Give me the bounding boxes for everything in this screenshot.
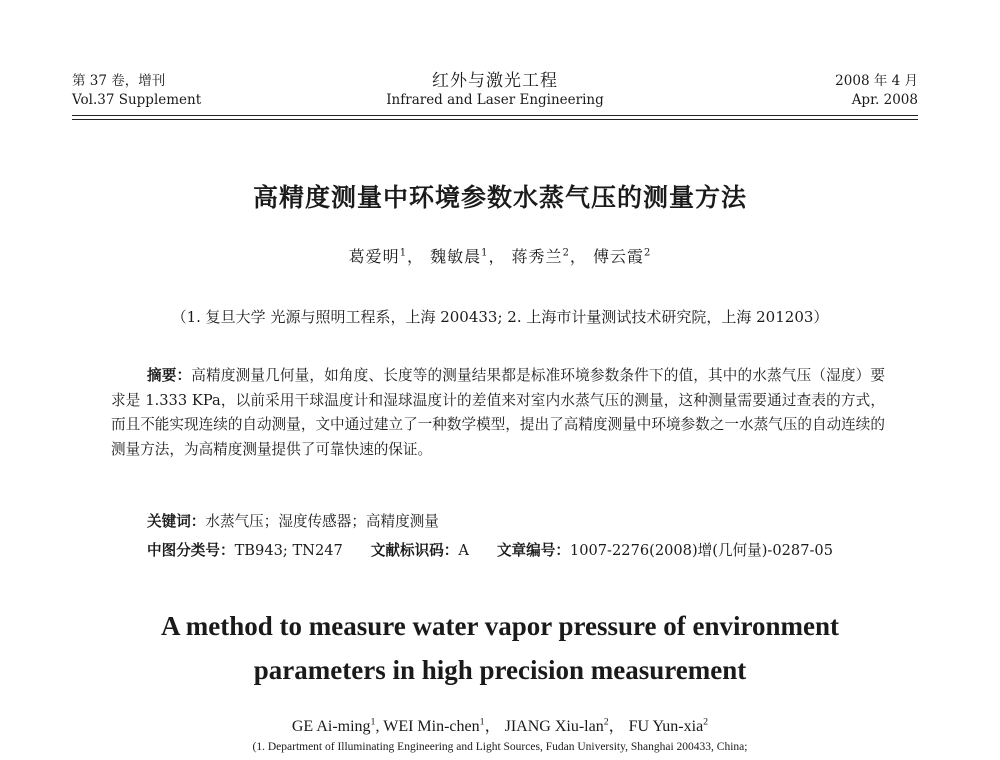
journal-name-en: Infrared and Laser Engineering (386, 92, 604, 108)
author-cn: 葛爱明$^1$， (348, 247, 425, 266)
volume-en: Vol.37 Supplement (72, 92, 202, 108)
title-cn: 高精度测量中环境参数水蒸气压的测量方法 (252, 183, 747, 212)
author-en: GE Ai-ming$^1$, (291, 716, 384, 735)
abstract-label: 摘要： (147, 367, 192, 384)
title-en-line1: A method to measure water vapor pressure of environment (161, 611, 839, 641)
author-en: JIANG Xiu-lan$^2$， (504, 716, 625, 735)
title-en-line2: parameters in high precision measurement (253, 655, 747, 685)
journal-header (72, 72, 918, 120)
clc-label: 中图分类号： (147, 542, 235, 559)
affiliation-en: (1. Department of Illuminating Engineering and Light Sources, Fudan University, Shanghai 200433, China; (252, 741, 748, 753)
author-en: FU Yun-xia$^2$ (628, 716, 709, 735)
journal-name (72, 72, 918, 110)
header-rule-thick (72, 115, 918, 116)
author-cn: 傅云霞$^2$ (592, 247, 652, 266)
issue-date-en: Apr. 2008 (851, 92, 918, 108)
issue-date (835, 72, 918, 110)
header-rule-thin (72, 119, 918, 120)
doc-code-value: A (458, 542, 469, 559)
volume-cn: 第 37 卷，增刊 (72, 73, 166, 89)
author-cn: 蒋秀兰$^2$， (511, 247, 587, 266)
authors-en (0, 713, 1000, 736)
abstract-text: 高精度测量几何量，如角度、长度等的测量结果都是标准环境参数条件下的值，其中的水蒸气压（湿度）要求是 1.333 KPa，以前采用干球温度计和湿球温度计的差值来对室内水蒸气压的测量，这种测量需要通过查表的方式，而且不能实现连续的自动测量，文中通过建立了一种数学模型，提出了高精度测量中环境参数之一水蒸气压的自动连续的测量方法，为高精度测量提供了可靠快速的保证。 (111, 367, 885, 458)
article-number-label: 文章编号： (496, 542, 570, 559)
abstract (111, 364, 885, 462)
article-number-value: 1007-2276(2008)增(几何量)-0287-05 (569, 542, 833, 559)
clc-value: TB943; TN247 (234, 542, 343, 559)
affiliation-cn: （1. 复旦大学 光源与照明工程系，上海 200433; 2. 上海市计量测试技术研究院，上海 201203） (171, 308, 829, 326)
issue-date-cn: 2008 年 4 月 (835, 73, 918, 89)
classification-line (147, 539, 833, 560)
keywords (147, 510, 439, 531)
keywords-text: 水蒸气压；湿度传感器；高精度测量 (205, 513, 439, 530)
authors-cn (0, 244, 1000, 267)
keywords-label: 关键词： (147, 513, 206, 530)
title-en (0, 604, 1000, 692)
doc-code-label: 文献标识码： (370, 542, 459, 559)
author-en: WEI Min-chen$^1$， (383, 716, 501, 735)
journal-name-cn: 红外与激光工程 (432, 71, 558, 91)
author-cn: 魏敏晨$^1$， (430, 247, 506, 266)
